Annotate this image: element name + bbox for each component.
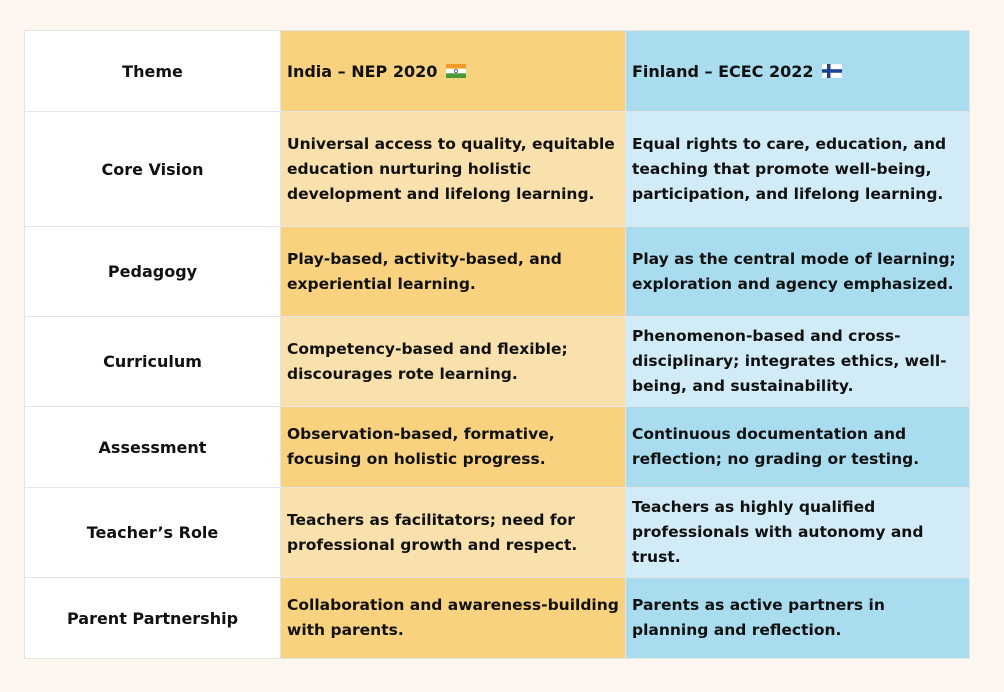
finland-cell: Equal rights to care, education, and teaching that promote well-being, participation, and lifelong learning. xyxy=(626,112,970,227)
header-finland xyxy=(626,31,970,112)
table-row xyxy=(25,317,970,407)
finland-cell: Play as the central mode of learning; exploration and agency emphasized. xyxy=(626,227,970,317)
comparison-table-container xyxy=(24,30,969,659)
finland-cell: Parents as active partners in planning and reflection. xyxy=(626,578,970,659)
india-cell: Teachers as facilitators; need for professional growth and respect. xyxy=(281,488,626,578)
india-cell: Play-based, activity-based, and experiential learning. xyxy=(281,227,626,317)
finland-cell: Continuous documentation and reflection; no grading or testing. xyxy=(626,407,970,488)
comparison-table xyxy=(24,30,970,659)
theme-cell: Parent Partnership xyxy=(25,578,281,659)
india-cell: Universal access to quality, equitable education nurturing holistic development and lifelong learning. xyxy=(281,112,626,227)
header-india xyxy=(281,31,626,112)
india-cell: Observation-based, formative, focusing on holistic progress. xyxy=(281,407,626,488)
header-finland-label: Finland – ECEC 2022 xyxy=(632,61,814,81)
header-theme: Theme xyxy=(25,31,281,112)
india-flag-icon xyxy=(446,64,466,78)
table-row xyxy=(25,407,970,488)
theme-cell: Curriculum xyxy=(25,317,281,407)
theme-cell: Pedagogy xyxy=(25,227,281,317)
table-row xyxy=(25,227,970,317)
table-row xyxy=(25,578,970,659)
india-cell: Collaboration and awareness-building with parents. xyxy=(281,578,626,659)
table-row xyxy=(25,488,970,578)
india-cell: Competency-based and flexible; discourages rote learning. xyxy=(281,317,626,407)
theme-cell: Teacher’s Role xyxy=(25,488,281,578)
table-header-row xyxy=(25,31,970,112)
finland-flag-icon xyxy=(822,64,842,78)
theme-cell: Assessment xyxy=(25,407,281,488)
finland-cell: Teachers as highly qualified professionals with autonomy and trust. xyxy=(626,488,970,578)
header-india-label: India – NEP 2020 xyxy=(287,61,438,81)
finland-cell: Phenomenon-based and cross-disciplinary; integrates ethics, well-being, and sustainability. xyxy=(626,317,970,407)
table-row xyxy=(25,112,970,227)
theme-cell: Core Vision xyxy=(25,112,281,227)
